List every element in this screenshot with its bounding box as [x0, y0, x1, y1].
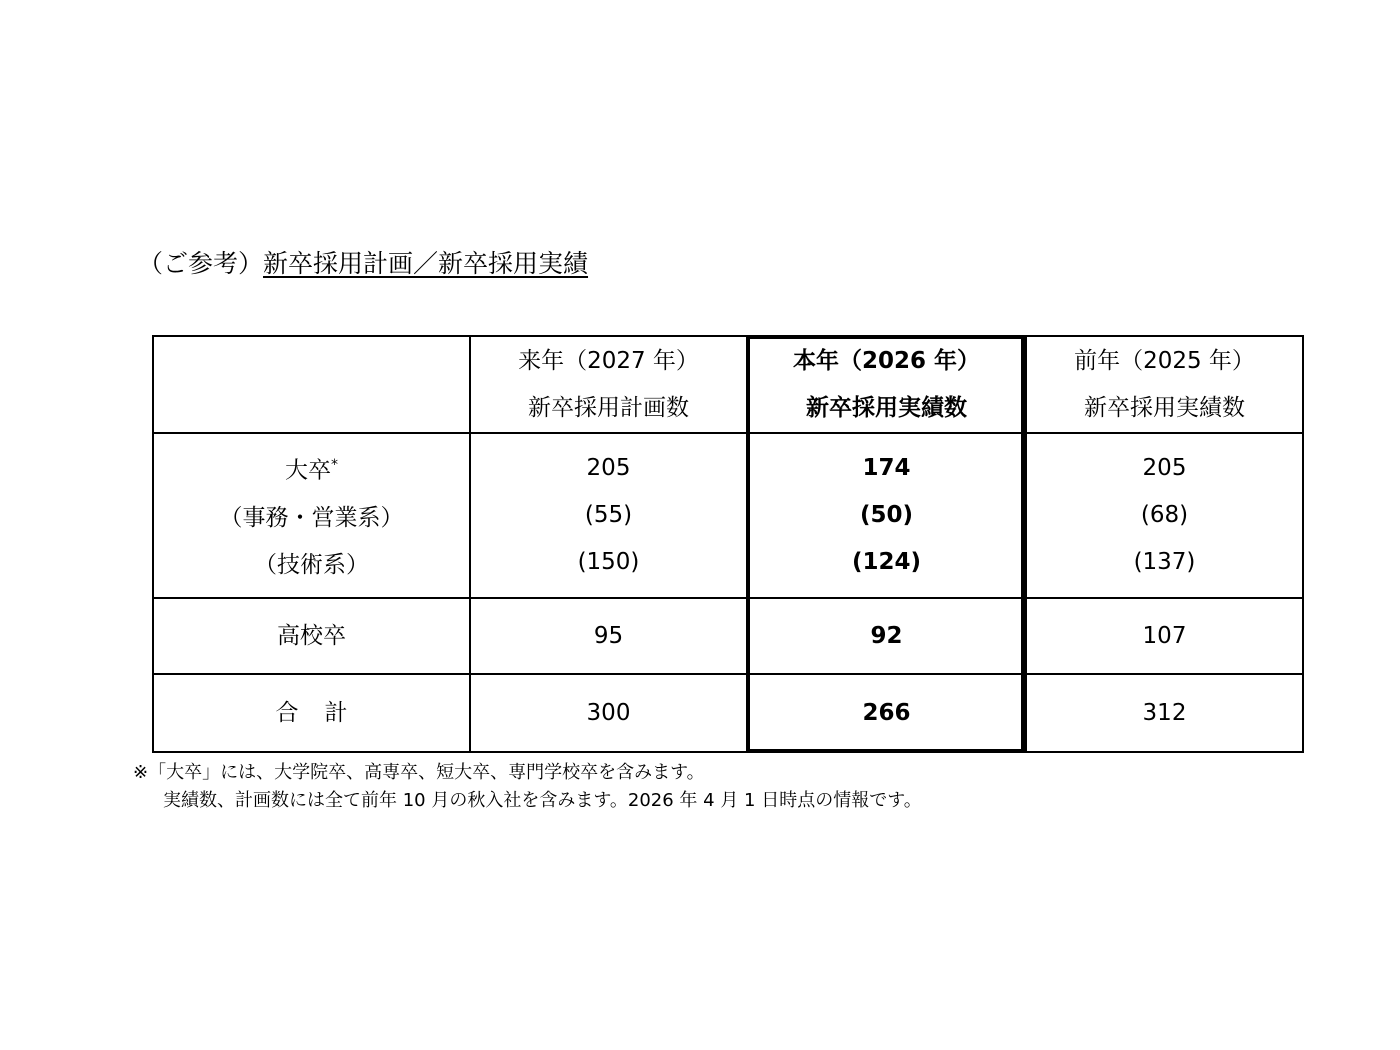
footnote-1: ※「大卒」には、大学院卒、高専卒、短大卒、専門学校卒を含みます。: [133, 762, 705, 783]
recruitment-table: [152, 335, 1304, 753]
page-heading: [138, 246, 588, 282]
header-empty-cell: [153, 336, 470, 433]
heading-title: 新卒採用計画／新卒採用実績: [263, 249, 589, 278]
highschool-this-year: 92: [747, 598, 1026, 674]
total-row: [153, 674, 1303, 752]
university-prev-year-cell: [1026, 433, 1303, 598]
total-this-year: 266: [747, 674, 1026, 752]
university-label-cell: [153, 433, 470, 598]
university-next-office: (55): [584, 502, 633, 528]
university-office-label: （事務・営業系）: [219, 504, 404, 531]
header-this-year: [747, 336, 1026, 433]
university-prev-tech: (137): [1133, 549, 1196, 575]
university-prev-total: 205: [1142, 455, 1187, 481]
total-prev-year: 312: [1026, 674, 1303, 752]
highschool-prev-year: 107: [1026, 598, 1303, 674]
university-this-total: 174: [862, 455, 911, 481]
university-this-year-cell: [747, 433, 1026, 598]
university-next-tech: (150): [577, 549, 640, 575]
header-this-year-line1: 本年（2026 年）: [792, 347, 981, 374]
total-label: 合計: [275, 699, 374, 726]
footnotes: [133, 759, 922, 815]
total-label-cell: [153, 674, 470, 752]
university-this-office: (50): [859, 502, 914, 528]
university-next-year-cell: [470, 433, 747, 598]
university-this-tech: (124): [851, 549, 922, 575]
header-prev-year-line1: 前年（2025 年）: [1074, 347, 1255, 374]
highschool-next-year: 95: [470, 598, 747, 674]
university-footnote-mark: *: [331, 457, 338, 474]
university-next-total: 205: [586, 455, 631, 481]
university-prev-office: (68): [1140, 502, 1189, 528]
footnote-2: 実績数、計画数には全て前年 10 月の秋入社を含みます。2026 年 4 月 1 日時点の情報です。: [163, 790, 922, 811]
header-next-year: [470, 336, 747, 433]
total-next-year: 300: [470, 674, 747, 752]
header-row: [153, 336, 1303, 433]
university-row: [153, 433, 1303, 598]
header-prev-year: [1026, 336, 1303, 433]
highschool-row: [153, 598, 1303, 674]
university-label: 大卒*: [285, 457, 338, 484]
header-next-year-line2: 新卒採用計画数: [528, 394, 689, 421]
university-tech-label: （技術系）: [254, 551, 369, 578]
header-this-year-line2: 新卒採用実績数: [806, 394, 967, 421]
heading-prefix: （ご参考）: [138, 249, 264, 278]
header-prev-year-line2: 新卒採用実績数: [1084, 394, 1245, 421]
header-next-year-line1: 来年（2027 年）: [518, 347, 699, 374]
highschool-label: 高校卒: [153, 598, 470, 674]
